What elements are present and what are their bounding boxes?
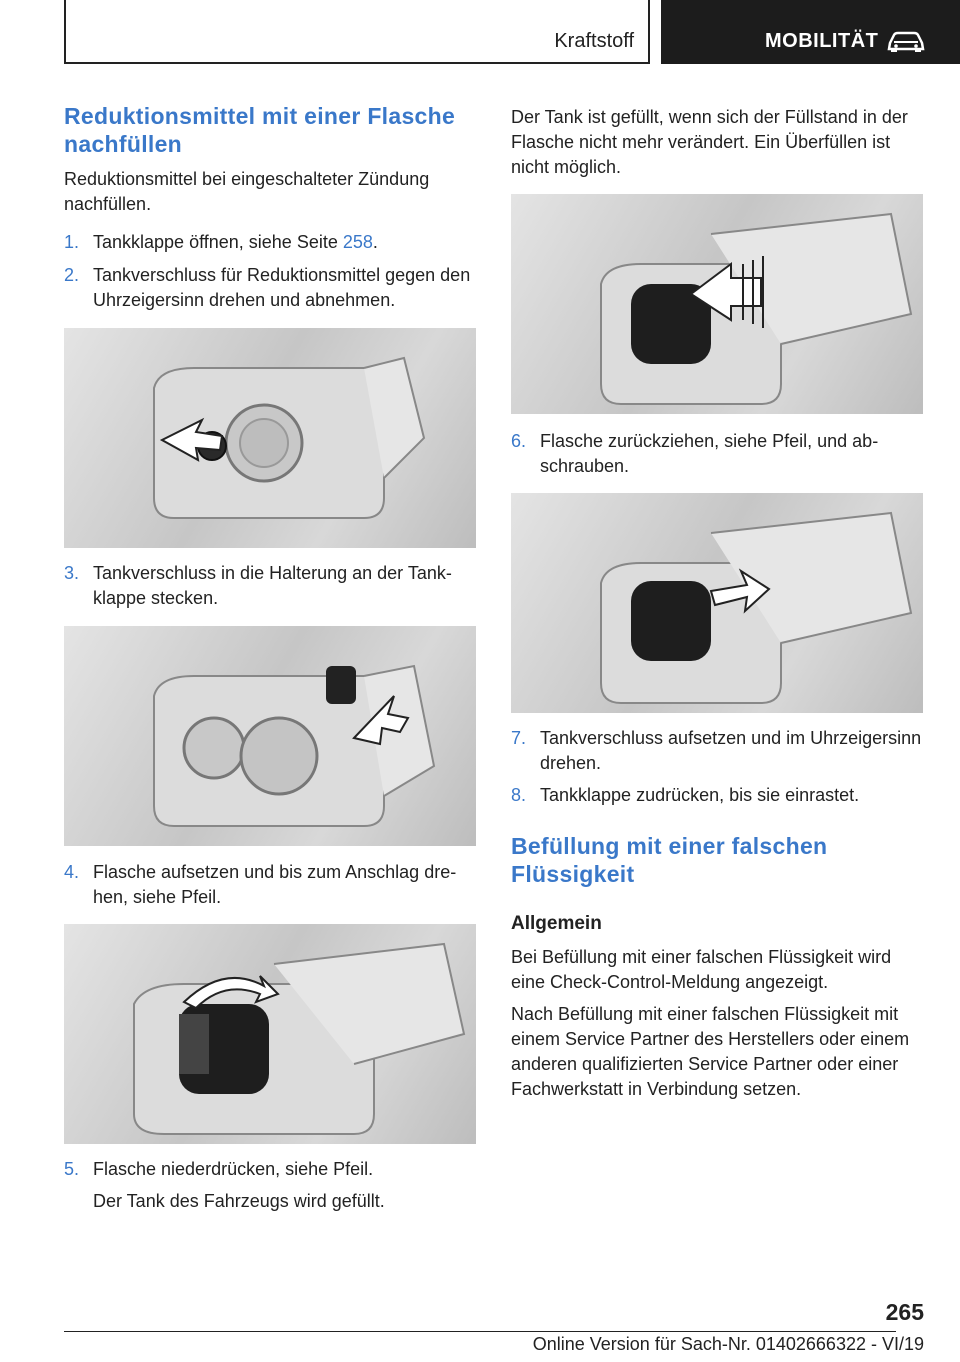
step-5-note: Der Tank des Fahrzeugs wird gefüllt.	[93, 1191, 385, 1211]
footer-version: Online Version für Sach-Nr. 01402666322 - VI/19	[532, 1334, 924, 1354]
header-section-title: Kraftstoff	[554, 30, 634, 52]
intro-paragraph: Reduktionsmittel bei eingeschalteter Zündung nachfüllen.	[64, 169, 430, 214]
car-icon	[886, 29, 926, 53]
step-text: Tankklappe zudrücken, bis sie einrastet.	[540, 785, 860, 805]
section-heading-2: Befüllung mit einer falschen Flüssigkeit	[511, 833, 828, 887]
step-text: Tankverschluss in die Halterung an der Tankklappe stecken.	[93, 563, 452, 608]
page-number: 265	[885, 1299, 924, 1325]
step-number: 4.	[64, 862, 80, 882]
figure-press-bottle	[511, 194, 923, 414]
section-heading: Reduktionsmittel mit einer Flasche nachfüllen	[64, 103, 456, 157]
step-text: Flasche niederdrücken, siehe Pfeil.	[93, 1159, 374, 1179]
header-section-box	[64, 0, 650, 64]
step-number: 5.	[64, 1159, 80, 1179]
step-number: 7.	[511, 728, 527, 748]
header-chapter-box	[661, 0, 960, 64]
right-intro-paragraph: Der Tank ist gefüllt, wenn sich der Füllstand in der Flasche nicht mehr verändert. Ein Überfüllen ist nicht möglich.	[511, 107, 908, 177]
figure-attach-bottle	[64, 924, 476, 1144]
header-chapter-title: MOBILITÄT	[765, 30, 879, 52]
paragraph-2: Nach Befüllung mit einer falschen Flüssigkeit mit einem Service Partner des Herstellers oder einem anderen qualifizierten Service Partner oder einer Fachwerkstatt in Verbindung setzen.	[511, 1004, 910, 1099]
footer-divider	[64, 1331, 896, 1332]
figure-remove-cap	[64, 328, 476, 548]
subheading: Allgemein	[511, 913, 602, 934]
step-text: Tankklappe öffnen, siehe Seite	[93, 232, 343, 252]
step-number: 6.	[511, 431, 527, 451]
step-number: 1.	[64, 232, 80, 252]
step-text: Tankverschluss aufsetzen und im Uhrzeigersinn drehen.	[540, 728, 922, 773]
step-text: Flasche zurückziehen, siehe Pfeil, und abschrauben.	[540, 431, 879, 476]
page-link[interactable]: 258	[342, 232, 373, 252]
step-number: 8.	[511, 785, 527, 805]
figure-cap-holder	[64, 626, 476, 846]
step-number: 3.	[64, 563, 80, 583]
step-text: Flasche aufsetzen und bis zum Anschlag drehen, siehe Pfeil.	[93, 862, 457, 907]
paragraph-1: Bei Befüllung mit einer falschen Flüssigkeit wird eine Check-Control-Meldung angezeigt.	[511, 947, 892, 992]
step-text: Tankverschluss für Reduktionsmittel gegen den Uhrzeigersinn drehen und abnehmen.	[93, 265, 471, 310]
figure-pull-bottle	[511, 493, 923, 713]
step-number: 2.	[64, 265, 80, 285]
